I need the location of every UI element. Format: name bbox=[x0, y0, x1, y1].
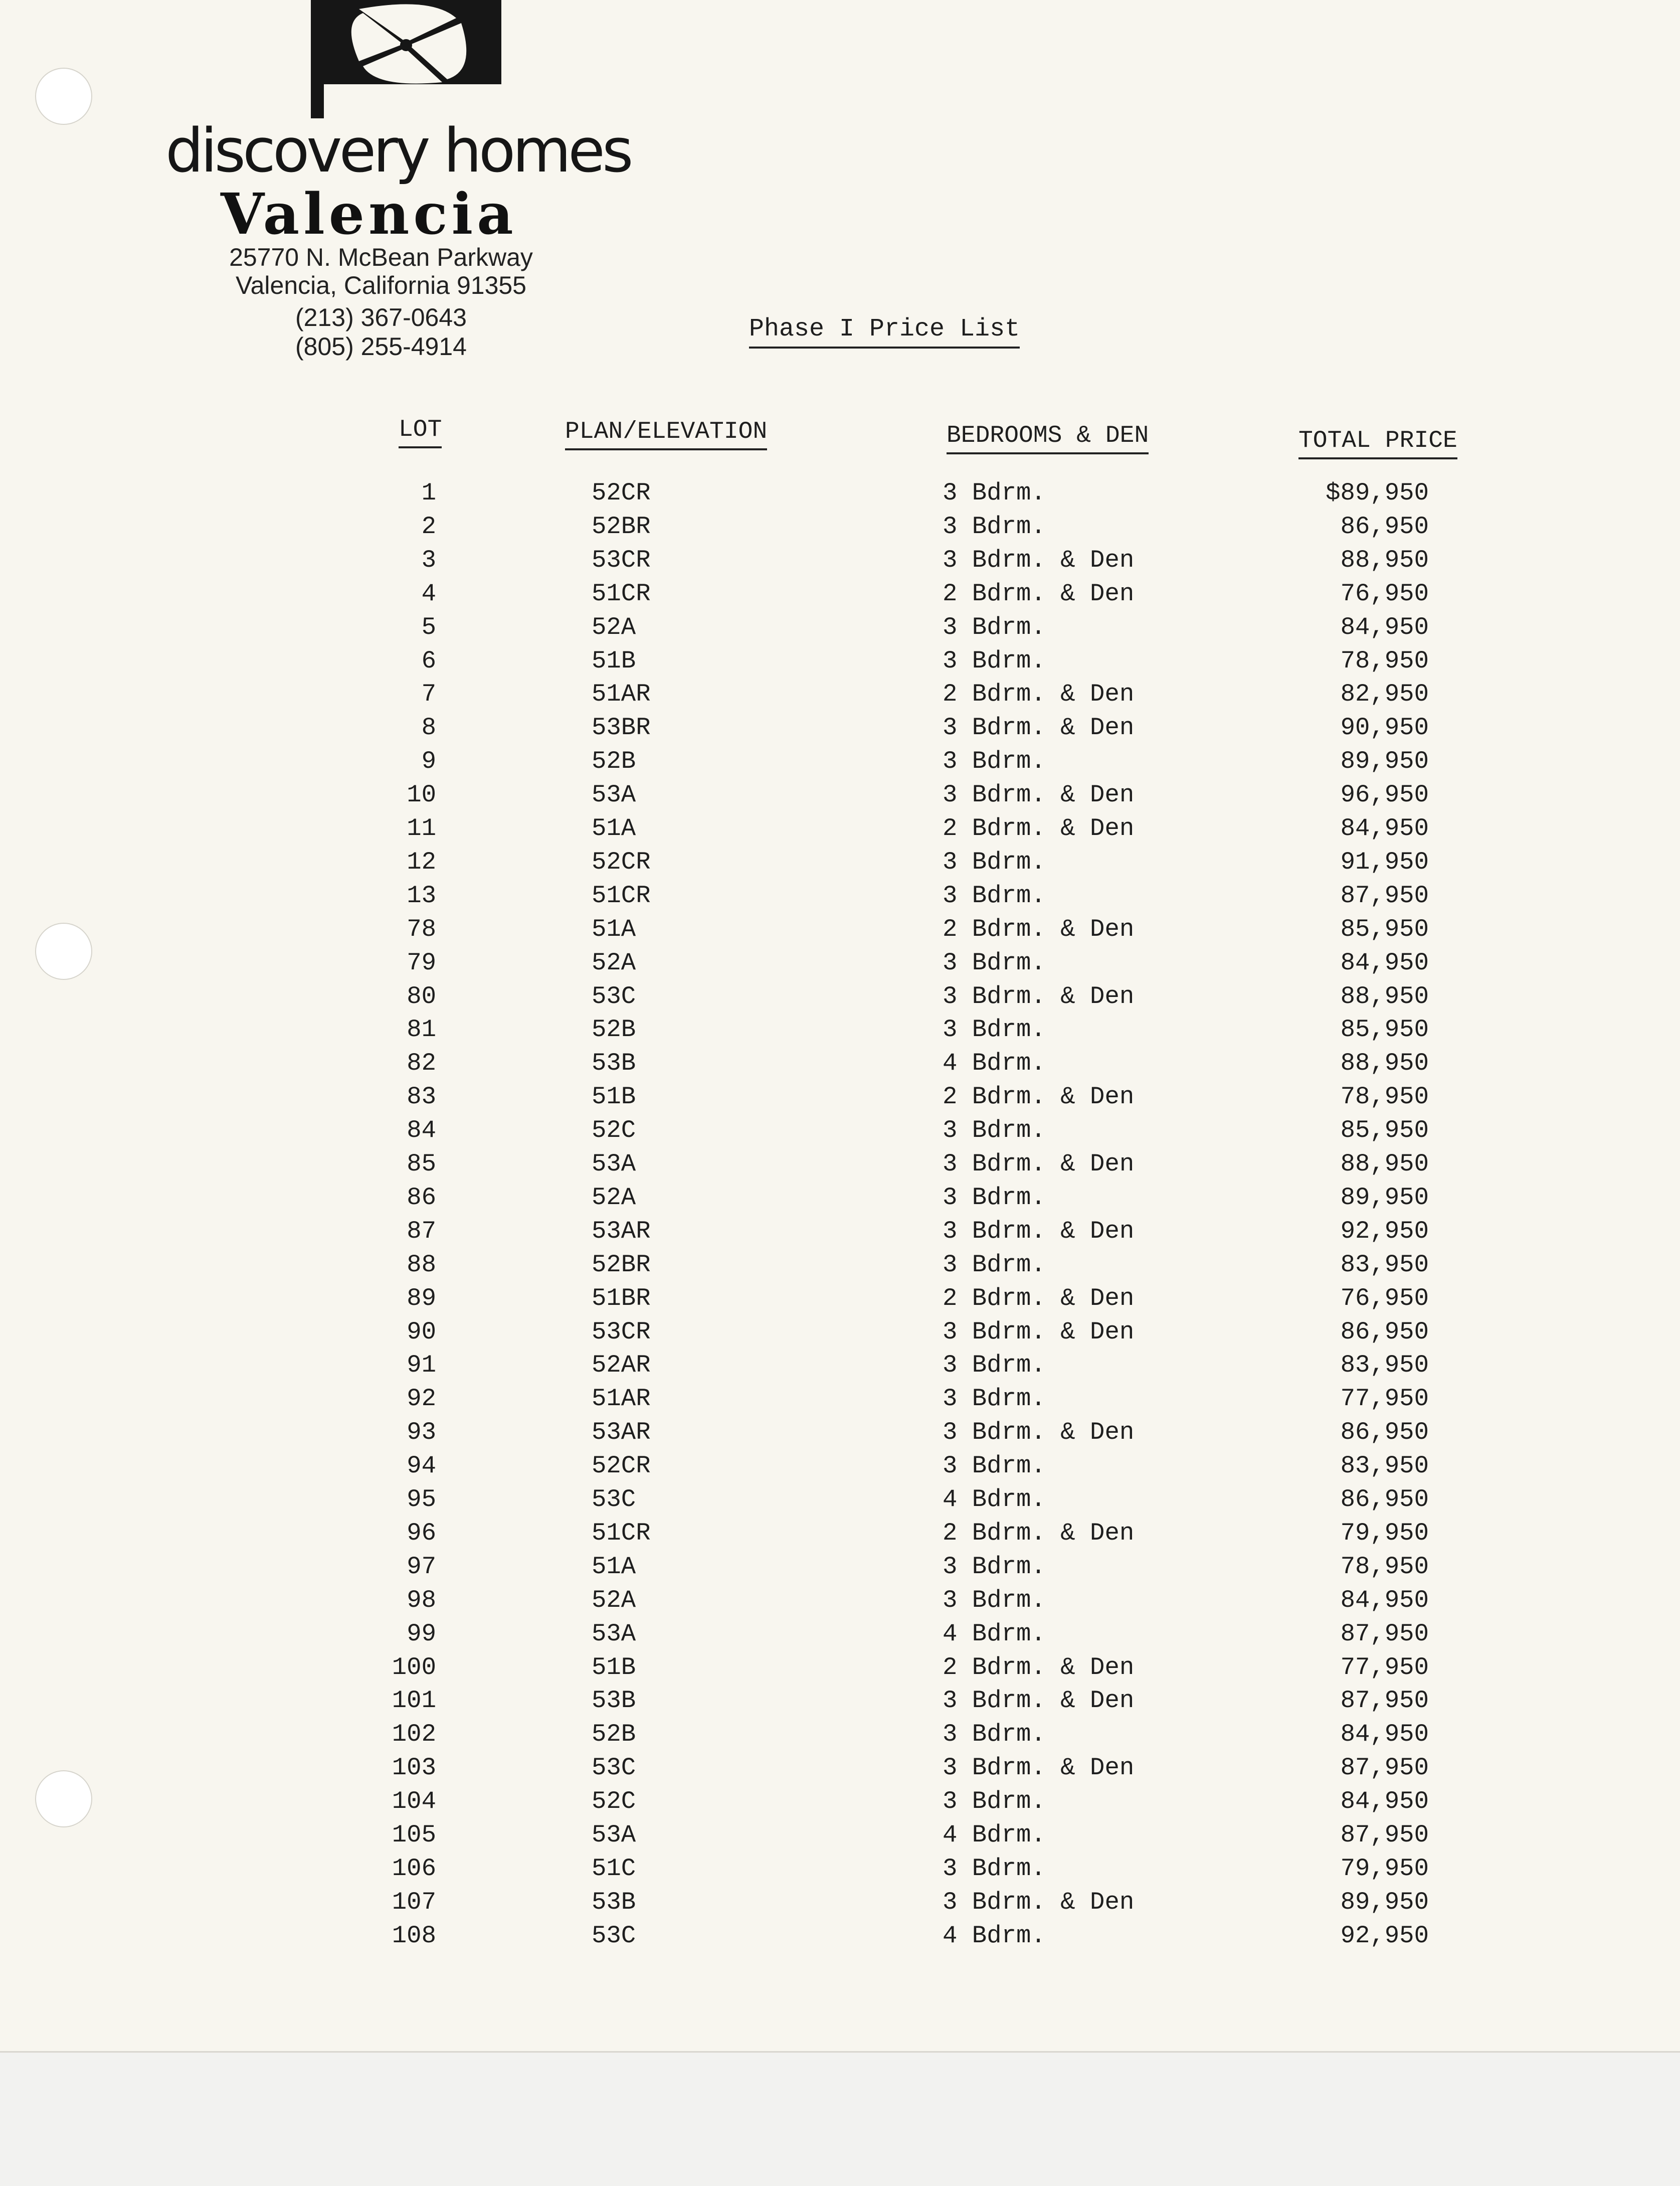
bedrooms-cell: 3 Bdrm. bbox=[943, 1552, 1046, 1581]
phone-number-1: (213) 367-0643 bbox=[295, 303, 467, 331]
lot-cell: 99 bbox=[407, 1619, 436, 1648]
lot-cell: 96 bbox=[407, 1519, 436, 1547]
table-row bbox=[0, 915, 1680, 945]
table-row bbox=[0, 714, 1680, 744]
price-cell: 84,950 bbox=[1340, 1586, 1429, 1614]
bedrooms-cell: 3 Bdrm. bbox=[943, 948, 1046, 977]
table-row bbox=[0, 1855, 1680, 1885]
price-cell: 90,950 bbox=[1340, 714, 1429, 742]
plan-cell: 51C bbox=[592, 1854, 636, 1883]
bedrooms-cell: 3 Bdrm. & Den bbox=[943, 781, 1135, 809]
plan-cell: 52CR bbox=[592, 848, 651, 876]
lot-cell: 2 bbox=[421, 512, 436, 541]
table-row bbox=[0, 848, 1680, 878]
price-cell: 88,950 bbox=[1340, 546, 1429, 574]
table-row bbox=[0, 1351, 1680, 1381]
plan-cell: 52A bbox=[592, 613, 636, 641]
lot-cell: 108 bbox=[392, 1921, 436, 1950]
plan-cell: 52BR bbox=[592, 1250, 651, 1279]
plan-cell: 52CR bbox=[592, 479, 651, 507]
plan-cell: 52C bbox=[592, 1787, 636, 1816]
lot-cell: 100 bbox=[392, 1653, 436, 1681]
price-cell: 87,950 bbox=[1340, 1619, 1429, 1648]
lot-cell: 91 bbox=[407, 1351, 436, 1380]
lot-cell: 95 bbox=[407, 1485, 436, 1514]
plan-cell: 53B bbox=[592, 1888, 636, 1916]
plan-cell: 53AR bbox=[592, 1418, 651, 1447]
table-row bbox=[0, 1720, 1680, 1750]
bedrooms-cell: 3 Bdrm. bbox=[943, 613, 1046, 641]
lot-cell: 84 bbox=[407, 1116, 436, 1145]
column-header-plan: PLAN/ELEVATION bbox=[565, 418, 767, 450]
table-row bbox=[0, 1553, 1680, 1583]
column-header-lot: LOT bbox=[399, 416, 442, 448]
table-row bbox=[0, 1452, 1680, 1482]
table-row bbox=[0, 1217, 1680, 1247]
lot-cell: 86 bbox=[407, 1183, 436, 1212]
page-title: Phase I Price List bbox=[749, 315, 1020, 349]
price-cell: 84,950 bbox=[1340, 613, 1429, 641]
punch-hole bbox=[35, 68, 92, 125]
bedrooms-cell: 3 Bdrm. & Den bbox=[943, 1418, 1135, 1447]
price-cell: 79,950 bbox=[1340, 1519, 1429, 1547]
table-row bbox=[0, 1754, 1680, 1784]
bedrooms-cell: 3 Bdrm. bbox=[943, 1385, 1046, 1413]
table-row bbox=[0, 882, 1680, 912]
lot-cell: 101 bbox=[392, 1687, 436, 1715]
bedrooms-cell: 3 Bdrm. & Den bbox=[943, 1888, 1135, 1916]
bedrooms-cell: 4 Bdrm. bbox=[943, 1921, 1046, 1950]
bedrooms-cell: 3 Bdrm. bbox=[943, 646, 1046, 675]
plan-cell: 51CR bbox=[592, 579, 651, 608]
bedrooms-cell: 2 Bdrm. & Den bbox=[943, 814, 1135, 843]
bedrooms-cell: 3 Bdrm. & Den bbox=[943, 546, 1135, 574]
price-cell: 86,950 bbox=[1340, 1317, 1429, 1346]
price-cell: 85,950 bbox=[1340, 1116, 1429, 1145]
price-cell: 83,950 bbox=[1340, 1452, 1429, 1480]
plan-cell: 51A bbox=[592, 814, 636, 843]
table-row bbox=[0, 747, 1680, 777]
lot-cell: 6 bbox=[421, 646, 436, 675]
table-row bbox=[0, 1687, 1680, 1717]
price-cell: 85,950 bbox=[1340, 1016, 1429, 1044]
table-row bbox=[0, 949, 1680, 979]
plan-cell: 51A bbox=[592, 915, 636, 943]
column-header-price: TOTAL PRICE bbox=[1298, 427, 1457, 459]
table-row bbox=[0, 580, 1680, 610]
table-row bbox=[0, 1922, 1680, 1952]
bedrooms-cell: 3 Bdrm. & Den bbox=[943, 1217, 1135, 1245]
bedrooms-cell: 2 Bdrm. & Den bbox=[943, 680, 1135, 709]
plan-cell: 53C bbox=[592, 982, 636, 1011]
lot-cell: 92 bbox=[407, 1385, 436, 1413]
plan-cell: 52BR bbox=[592, 512, 651, 541]
address-line-2: Valencia, California 91355 bbox=[235, 271, 526, 299]
plan-cell: 52B bbox=[592, 1016, 636, 1044]
table-row bbox=[0, 1385, 1680, 1415]
table-row bbox=[0, 814, 1680, 845]
bedrooms-cell: 3 Bdrm. & Den bbox=[943, 1150, 1135, 1178]
price-cell: $89,950 bbox=[1326, 479, 1429, 507]
plan-cell: 52A bbox=[592, 1183, 636, 1212]
bedrooms-cell: 3 Bdrm. bbox=[943, 1116, 1046, 1145]
table-row bbox=[0, 1049, 1680, 1079]
plan-cell: 51B bbox=[592, 1083, 636, 1111]
plan-cell: 52A bbox=[592, 948, 636, 977]
lot-cell: 7 bbox=[421, 680, 436, 709]
lot-cell: 87 bbox=[407, 1217, 436, 1245]
lot-cell: 78 bbox=[407, 915, 436, 943]
table-row bbox=[0, 546, 1680, 576]
pinwheel-logo-icon bbox=[311, 0, 501, 118]
table-row bbox=[0, 1083, 1680, 1113]
plan-cell: 53AR bbox=[592, 1217, 651, 1245]
bedrooms-cell: 3 Bdrm. bbox=[943, 1016, 1046, 1044]
bedrooms-cell: 4 Bdrm. bbox=[943, 1821, 1046, 1849]
lot-cell: 81 bbox=[407, 1016, 436, 1044]
bedrooms-cell: 3 Bdrm. & Den bbox=[943, 982, 1135, 1011]
plan-cell: 53CR bbox=[592, 1317, 651, 1346]
price-cell: 84,950 bbox=[1340, 1720, 1429, 1749]
plan-cell: 51BR bbox=[592, 1284, 651, 1312]
price-cell: 77,950 bbox=[1340, 1385, 1429, 1413]
plan-cell: 52C bbox=[592, 1116, 636, 1145]
bedrooms-cell: 3 Bdrm. & Den bbox=[943, 1317, 1135, 1346]
price-cell: 76,950 bbox=[1340, 579, 1429, 608]
plan-cell: 53A bbox=[592, 1150, 636, 1178]
bedrooms-cell: 3 Bdrm. bbox=[943, 881, 1046, 910]
plan-cell: 52CR bbox=[592, 1452, 651, 1480]
price-cell: 78,950 bbox=[1340, 1083, 1429, 1111]
table-row bbox=[0, 513, 1680, 543]
lot-cell: 102 bbox=[392, 1720, 436, 1749]
bedrooms-cell: 4 Bdrm. bbox=[943, 1049, 1046, 1078]
plan-cell: 51B bbox=[592, 1653, 636, 1681]
bedrooms-cell: 3 Bdrm. bbox=[943, 1183, 1046, 1212]
lot-cell: 103 bbox=[392, 1754, 436, 1782]
bedrooms-cell: 2 Bdrm. & Den bbox=[943, 579, 1135, 608]
bedrooms-cell: 3 Bdrm. bbox=[943, 479, 1046, 507]
bedrooms-cell: 3 Bdrm. bbox=[943, 1720, 1046, 1749]
price-cell: 91,950 bbox=[1340, 848, 1429, 876]
plan-cell: 53C bbox=[592, 1485, 636, 1514]
bedrooms-cell: 3 Bdrm. & Den bbox=[943, 1754, 1135, 1782]
plan-cell: 53A bbox=[592, 1821, 636, 1849]
lot-cell: 97 bbox=[407, 1552, 436, 1581]
price-cell: 84,950 bbox=[1340, 814, 1429, 843]
bedrooms-cell: 3 Bdrm. bbox=[943, 848, 1046, 876]
bedrooms-cell: 3 Bdrm. & Den bbox=[943, 1687, 1135, 1715]
table-row bbox=[0, 982, 1680, 1013]
price-cell: 82,950 bbox=[1340, 680, 1429, 709]
table-row bbox=[0, 1787, 1680, 1817]
table-row bbox=[0, 1620, 1680, 1650]
price-cell: 76,950 bbox=[1340, 1284, 1429, 1312]
lot-cell: 3 bbox=[421, 546, 436, 574]
column-header-bedrooms: BEDROOMS & DEN bbox=[947, 422, 1149, 454]
table-row bbox=[0, 1821, 1680, 1851]
bedrooms-cell: 3 Bdrm. & Den bbox=[943, 714, 1135, 742]
price-cell: 86,950 bbox=[1340, 1485, 1429, 1514]
lot-cell: 82 bbox=[407, 1049, 436, 1078]
lot-cell: 106 bbox=[392, 1854, 436, 1883]
price-cell: 84,950 bbox=[1340, 1787, 1429, 1816]
price-cell: 87,950 bbox=[1340, 1687, 1429, 1715]
plan-cell: 51AR bbox=[592, 680, 651, 709]
lot-cell: 10 bbox=[407, 781, 436, 809]
price-cell: 78,950 bbox=[1340, 1552, 1429, 1581]
bedrooms-cell: 4 Bdrm. bbox=[943, 1485, 1046, 1514]
lot-cell: 88 bbox=[407, 1250, 436, 1279]
price-cell: 88,950 bbox=[1340, 1049, 1429, 1078]
price-cell: 78,950 bbox=[1340, 646, 1429, 675]
lot-cell: 1 bbox=[421, 479, 436, 507]
table-row bbox=[0, 647, 1680, 677]
bedrooms-cell: 3 Bdrm. bbox=[943, 1854, 1046, 1883]
bedrooms-cell: 2 Bdrm. & Den bbox=[943, 1519, 1135, 1547]
lot-cell: 12 bbox=[407, 848, 436, 876]
lot-cell: 80 bbox=[407, 982, 436, 1011]
price-cell: 88,950 bbox=[1340, 1150, 1429, 1178]
table-row bbox=[0, 1116, 1680, 1146]
price-cell: 89,950 bbox=[1340, 1183, 1429, 1212]
bedrooms-cell: 3 Bdrm. bbox=[943, 1787, 1046, 1816]
plan-cell: 52AR bbox=[592, 1351, 651, 1380]
bedrooms-cell: 3 Bdrm. bbox=[943, 747, 1046, 776]
price-cell: 83,950 bbox=[1340, 1351, 1429, 1380]
bedrooms-cell: 2 Bdrm. & Den bbox=[943, 915, 1135, 943]
plan-cell: 52B bbox=[592, 1720, 636, 1749]
price-cell: 83,950 bbox=[1340, 1250, 1429, 1279]
lot-cell: 79 bbox=[407, 948, 436, 977]
plan-cell: 51A bbox=[592, 1552, 636, 1581]
price-cell: 86,950 bbox=[1340, 512, 1429, 541]
table-row bbox=[0, 1586, 1680, 1616]
bedrooms-cell: 2 Bdrm. & Den bbox=[943, 1653, 1135, 1681]
lot-cell: 83 bbox=[407, 1083, 436, 1111]
plan-cell: 53B bbox=[592, 1687, 636, 1715]
lot-cell: 8 bbox=[421, 714, 436, 742]
lot-cell: 104 bbox=[392, 1787, 436, 1816]
scan-background bbox=[0, 2053, 1680, 2186]
table-row bbox=[0, 1184, 1680, 1214]
plan-cell: 53B bbox=[592, 1049, 636, 1078]
lot-cell: 98 bbox=[407, 1586, 436, 1614]
table-row bbox=[0, 1016, 1680, 1046]
plan-cell: 53A bbox=[592, 781, 636, 809]
price-cell: 87,950 bbox=[1340, 1821, 1429, 1849]
lot-cell: 107 bbox=[392, 1888, 436, 1916]
table-row bbox=[0, 1251, 1680, 1281]
lot-cell: 89 bbox=[407, 1284, 436, 1312]
table-row bbox=[0, 479, 1680, 509]
bedrooms-cell: 2 Bdrm. & Den bbox=[943, 1284, 1135, 1312]
plan-cell: 52A bbox=[592, 1586, 636, 1614]
table-row bbox=[0, 1284, 1680, 1314]
lot-cell: 94 bbox=[407, 1452, 436, 1480]
price-cell: 84,950 bbox=[1340, 948, 1429, 977]
plan-cell: 53C bbox=[592, 1921, 636, 1950]
price-cell: 87,950 bbox=[1340, 881, 1429, 910]
brand-name: discovery homes bbox=[165, 116, 631, 186]
bedrooms-cell: 3 Bdrm. bbox=[943, 512, 1046, 541]
table-row bbox=[0, 1888, 1680, 1918]
community-name: Valencia bbox=[221, 182, 517, 247]
plan-cell: 53C bbox=[592, 1754, 636, 1782]
table-row bbox=[0, 680, 1680, 710]
price-cell: 96,950 bbox=[1340, 781, 1429, 809]
lot-cell: 9 bbox=[421, 747, 436, 776]
bedrooms-cell: 4 Bdrm. bbox=[943, 1619, 1046, 1648]
price-cell: 92,950 bbox=[1340, 1217, 1429, 1245]
plan-cell: 51CR bbox=[592, 881, 651, 910]
price-cell: 88,950 bbox=[1340, 982, 1429, 1011]
table-row bbox=[0, 1418, 1680, 1448]
plan-cell: 52B bbox=[592, 747, 636, 776]
table-row bbox=[0, 1318, 1680, 1348]
address-line-1: 25770 N. McBean Parkway bbox=[229, 243, 533, 271]
phone-number-2: (805) 255-4914 bbox=[295, 332, 467, 361]
bedrooms-cell: 2 Bdrm. & Den bbox=[943, 1083, 1135, 1111]
plan-cell: 53BR bbox=[592, 714, 651, 742]
lot-cell: 13 bbox=[407, 881, 436, 910]
plan-cell: 51CR bbox=[592, 1519, 651, 1547]
price-cell: 89,950 bbox=[1340, 1888, 1429, 1916]
lot-cell: 93 bbox=[407, 1418, 436, 1447]
price-cell: 92,950 bbox=[1340, 1921, 1429, 1950]
lot-cell: 105 bbox=[392, 1821, 436, 1849]
plan-cell: 51AR bbox=[592, 1385, 651, 1413]
lot-cell: 85 bbox=[407, 1150, 436, 1178]
bedrooms-cell: 3 Bdrm. bbox=[943, 1452, 1046, 1480]
price-cell: 86,950 bbox=[1340, 1418, 1429, 1447]
bedrooms-cell: 3 Bdrm. bbox=[943, 1351, 1046, 1380]
price-cell: 89,950 bbox=[1340, 747, 1429, 776]
price-cell: 77,950 bbox=[1340, 1653, 1429, 1681]
bedrooms-cell: 3 Bdrm. bbox=[943, 1250, 1046, 1279]
plan-cell: 53CR bbox=[592, 546, 651, 574]
table-row bbox=[0, 781, 1680, 811]
table-row bbox=[0, 1519, 1680, 1549]
table-row bbox=[0, 1150, 1680, 1180]
price-cell: 85,950 bbox=[1340, 915, 1429, 943]
plan-cell: 51B bbox=[592, 646, 636, 675]
plan-cell: 53A bbox=[592, 1619, 636, 1648]
price-cell: 87,950 bbox=[1340, 1754, 1429, 1782]
lot-cell: 5 bbox=[421, 613, 436, 641]
price-cell: 79,950 bbox=[1340, 1854, 1429, 1883]
lot-cell: 11 bbox=[407, 814, 436, 843]
table-row bbox=[0, 613, 1680, 643]
table-row bbox=[0, 1653, 1680, 1684]
bedrooms-cell: 3 Bdrm. bbox=[943, 1586, 1046, 1614]
lot-cell: 90 bbox=[407, 1317, 436, 1346]
lot-cell: 4 bbox=[421, 579, 436, 608]
table-row bbox=[0, 1485, 1680, 1516]
